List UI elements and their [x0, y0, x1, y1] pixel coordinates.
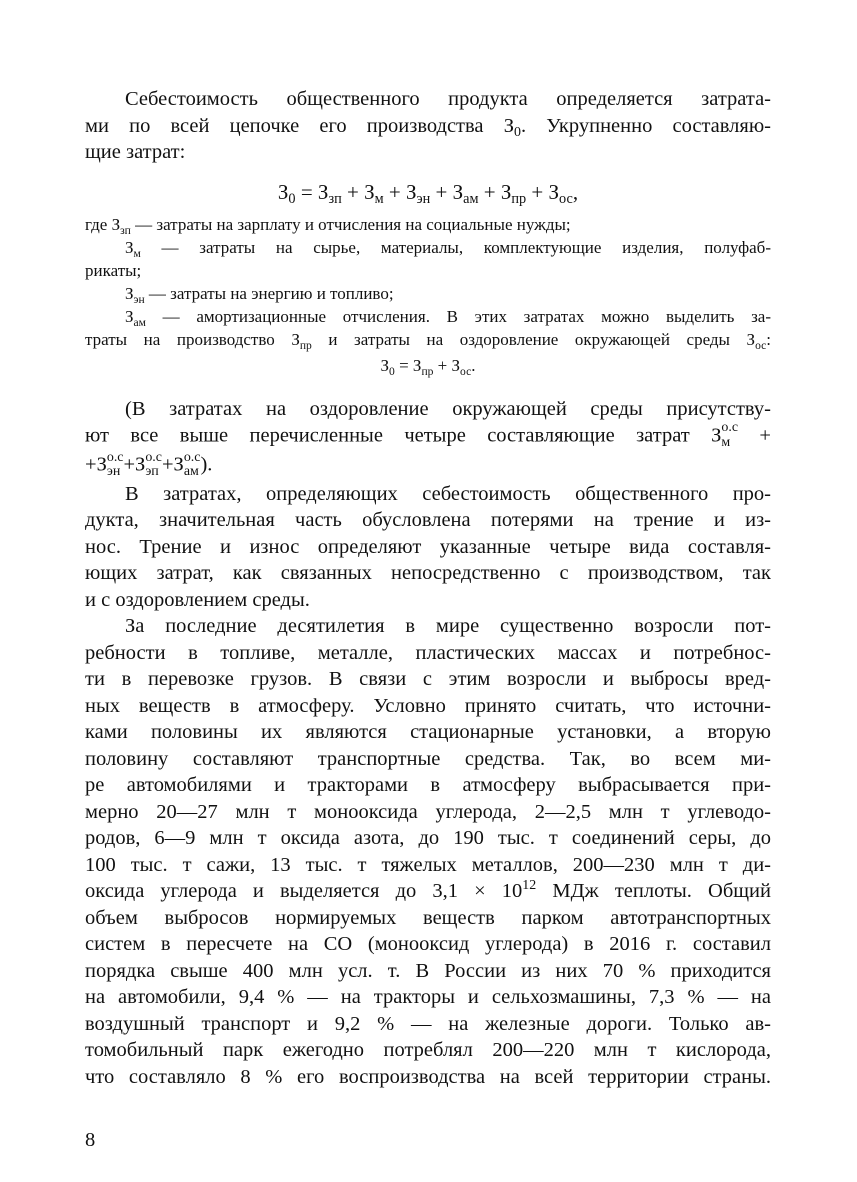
text-line — [85, 666, 771, 693]
text-run: объем выбросов нормируемых веществ парком автотранспортных — [85, 906, 771, 929]
text-run: (В затратах на оздоровление окружающей среды присутству- — [125, 397, 771, 420]
text-run: родов, 6—9 млн т оксида азота, до 190 тыс. т соединений серы, до — [85, 827, 771, 849]
text-line — [85, 852, 771, 879]
text-line — [85, 481, 771, 508]
text-run: . Укрупненно составляю- — [520, 114, 771, 137]
subscript: м — [721, 434, 731, 450]
symbol-base: З — [96, 453, 107, 476]
text-line — [85, 905, 771, 932]
math-symbol — [413, 354, 433, 377]
text-run: половину составляют транспортные средства. Так, во всем ми- — [85, 747, 771, 770]
text-run: — затраты на сырье, материалы, комплектующие изделия, полуфаб- — [140, 237, 771, 257]
symbol-base: З — [548, 179, 560, 204]
text-run: 100 тыс. т сажи, 13 тыс. т тяжелых металлов, 200—230 млн т ди- — [85, 853, 771, 876]
text-run: ти в перевозке грузов. В связи с этим возросли и выбросы вред- — [85, 668, 771, 690]
text-run: оксида углерода и выделяется до 3,1 × 10 — [85, 880, 523, 902]
symbol-base: З — [125, 237, 134, 257]
math-symbol — [174, 451, 201, 480]
text-run: где — [85, 214, 112, 234]
text-run: = — [295, 179, 318, 204]
symbol-base: З — [135, 453, 146, 476]
text-run: + — [341, 179, 365, 204]
text-run: . — [471, 355, 476, 375]
subscript: м — [133, 246, 141, 260]
text-run: ре автомобилями и тракторами в атмосферу выбрасывается при- — [85, 774, 771, 796]
text-line — [85, 236, 771, 259]
text-run: — затраты на энергию и топливо; — [144, 283, 394, 303]
symbol-base: З — [451, 355, 461, 375]
math-symbol — [522, 878, 536, 905]
symbol-base: З — [380, 355, 390, 375]
text-run: и с оздоровлением среды. — [85, 588, 310, 611]
math-symbol — [453, 178, 479, 206]
text-run: дукта, значительная часть обусловлена потерями на трение и из- — [85, 509, 771, 531]
text-run: = — [394, 355, 413, 375]
subscript: ос — [559, 191, 573, 208]
text-run: За последние десятилетия в мире существенно возросли пот- — [125, 615, 771, 637]
math-symbol — [452, 354, 472, 377]
subscript: пр — [299, 338, 312, 352]
formula-line — [85, 354, 771, 377]
text-run: Себестоимость общественного продукта определяется затрата- — [125, 88, 771, 110]
symbol-base: З — [503, 114, 514, 137]
text-line — [85, 282, 771, 305]
symbol-base: З — [412, 355, 422, 375]
text-line — [85, 451, 771, 480]
text-line — [85, 825, 771, 852]
text-line — [85, 1064, 771, 1091]
symbol-base: З — [711, 424, 722, 447]
math-symbol — [112, 213, 131, 236]
symbol-base: З — [125, 306, 134, 326]
text-run: что составляло 8 % его воспроизводства на всей территории страны. — [85, 1065, 771, 1088]
symbol-base: З — [452, 179, 464, 204]
page-number: 8 — [85, 1129, 96, 1151]
symbol-base: З — [291, 329, 300, 349]
symbol-base: З — [317, 179, 329, 204]
math-symbol — [291, 328, 311, 351]
subscript: зп — [328, 191, 342, 208]
text-line — [85, 213, 771, 236]
math-symbol — [381, 354, 395, 377]
formula-line — [85, 178, 771, 206]
math-symbol — [278, 178, 296, 206]
subscript: м — [374, 191, 384, 208]
text-line — [85, 1011, 771, 1038]
text-run: воздушный транспорт и 9,2 % — на железные дороги. Только ав- — [85, 1012, 771, 1035]
text-line — [85, 746, 771, 773]
superscript: о.с — [183, 449, 201, 465]
text-line — [85, 86, 771, 113]
math-symbol — [711, 422, 738, 451]
document-body — [85, 86, 771, 1090]
subscript: 0 — [288, 191, 296, 208]
superscript-subscript-stack — [721, 421, 738, 450]
text-run: — затраты на зарплату и отчисления на социальные нужды; — [130, 214, 571, 234]
superscript-subscript-stack — [107, 451, 124, 480]
math-symbol — [125, 282, 145, 305]
text-run: : — [766, 329, 771, 349]
text-run: + — [433, 355, 452, 375]
math-symbol — [406, 178, 430, 206]
text-run: , — [572, 179, 579, 204]
text-run: + — [430, 179, 453, 204]
text-line — [85, 719, 771, 746]
text-line — [85, 422, 771, 451]
text-line — [85, 139, 771, 166]
text-run: ками половины их являются стационарные установки, а вторую — [85, 721, 771, 743]
subscript: ам — [133, 315, 146, 329]
text-run: мерно 20—27 млн т монооксида углерода, 2—2,5 млн т углеводо- — [85, 800, 771, 823]
text-line — [85, 958, 771, 985]
math-symbol — [549, 178, 573, 206]
text-run: + — [738, 424, 771, 447]
superscript-subscript-stack — [145, 451, 162, 480]
text-run: систем в пересчете на СО (монооксид углерода) в 2016 г. составил — [85, 933, 771, 955]
subscript: 0 — [389, 364, 395, 378]
text-run: + — [85, 453, 97, 476]
math-symbol — [318, 178, 342, 206]
text-line — [85, 113, 771, 140]
subscript: эн — [106, 464, 121, 480]
symbol-base: З — [364, 179, 375, 204]
subscript: пр — [421, 364, 434, 378]
math-symbol — [135, 451, 162, 480]
symbol-base: З — [173, 453, 184, 476]
math-symbol — [501, 178, 526, 206]
text-line — [85, 1037, 771, 1064]
superscript: о.с — [721, 420, 739, 436]
subscript: эн — [416, 191, 431, 208]
text-run: + — [161, 453, 174, 476]
text-run: + — [123, 453, 136, 476]
text-line — [85, 507, 771, 534]
text-run: щие затрат: — [85, 141, 186, 163]
text-run: томобильный парк ежегодно потреблял 200—220 млн т кислорода, — [85, 1039, 771, 1061]
text-line — [85, 305, 771, 328]
text-line — [85, 693, 771, 720]
text-run: МДж теплоты. Общий — [536, 880, 772, 902]
subscript: ам — [183, 464, 199, 480]
text-run: ющих затрат, как связанных непосредственно с производством, так — [85, 562, 771, 584]
text-run: на автомобили, 9,4 % — на тракторы и сельхозмашины, 7,3 % — на — [85, 986, 771, 1008]
symbol-base: З — [500, 179, 512, 204]
math-symbol — [125, 236, 141, 259]
text-line — [85, 931, 771, 958]
text-run: траты на производство — [85, 329, 292, 349]
text-run: ных веществ в атмосферу. Условно принято считать, что источни- — [85, 694, 771, 717]
subscript: ам — [463, 191, 479, 208]
subscript: эп — [145, 464, 159, 480]
text-line — [85, 259, 771, 282]
text-run: рикаты; — [85, 260, 142, 280]
subscript: ос — [460, 364, 472, 378]
text-run: порядка свыше 400 млн усл. т. В России из них 70 % приходится — [85, 959, 771, 982]
superscript: 12 — [522, 878, 537, 894]
math-symbol — [364, 178, 384, 206]
text-run: ребности в топливе, металле, пластических массах и потребнос- — [85, 641, 771, 664]
text-run: ми по всей цепочке его производства — [85, 114, 504, 137]
symbol-base: З — [746, 329, 756, 349]
text-line — [85, 613, 771, 640]
subscript: ос — [755, 338, 767, 352]
subscript: эн — [133, 292, 145, 306]
math-symbol — [125, 305, 146, 328]
text-line — [85, 560, 771, 587]
text-run: + — [526, 179, 549, 204]
symbol-base: З — [111, 214, 121, 234]
text-line — [85, 799, 771, 826]
symbol-base: З — [405, 179, 417, 204]
text-run: нос. Трение и износ определяют указанные четыре вида составля- — [85, 535, 771, 558]
superscript: о.с — [106, 449, 124, 465]
text-line — [85, 534, 771, 561]
text-run: ). — [200, 453, 213, 476]
text-line — [85, 587, 771, 614]
text-line — [85, 640, 771, 667]
subscript: пр — [511, 191, 527, 208]
subscript: 0 — [513, 125, 521, 141]
text-run: + — [478, 179, 501, 204]
math-symbol — [504, 113, 521, 140]
text-run: ют все выше перечисленные четыре составляющие затрат — [85, 424, 712, 447]
text-line — [85, 396, 771, 423]
text-run: — амортизационные отчисления. В этих затратах можно выделить за- — [145, 306, 771, 326]
subscript: зп — [120, 223, 131, 237]
symbol-base: З — [277, 179, 289, 204]
math-symbol — [97, 451, 124, 480]
superscript: о.с — [145, 449, 162, 465]
text-line — [85, 984, 771, 1011]
text-run: и затраты на оздоровление окружающей среды — [311, 329, 747, 349]
text-line — [85, 328, 771, 351]
text-line — [85, 878, 771, 905]
math-symbol — [747, 328, 767, 351]
symbol-base: З — [125, 283, 134, 303]
text-run: + — [383, 179, 406, 204]
text-run: В затратах, определяющих себестоимость общественного про- — [125, 482, 771, 505]
superscript-subscript-stack — [184, 451, 201, 480]
text-line — [85, 772, 771, 799]
